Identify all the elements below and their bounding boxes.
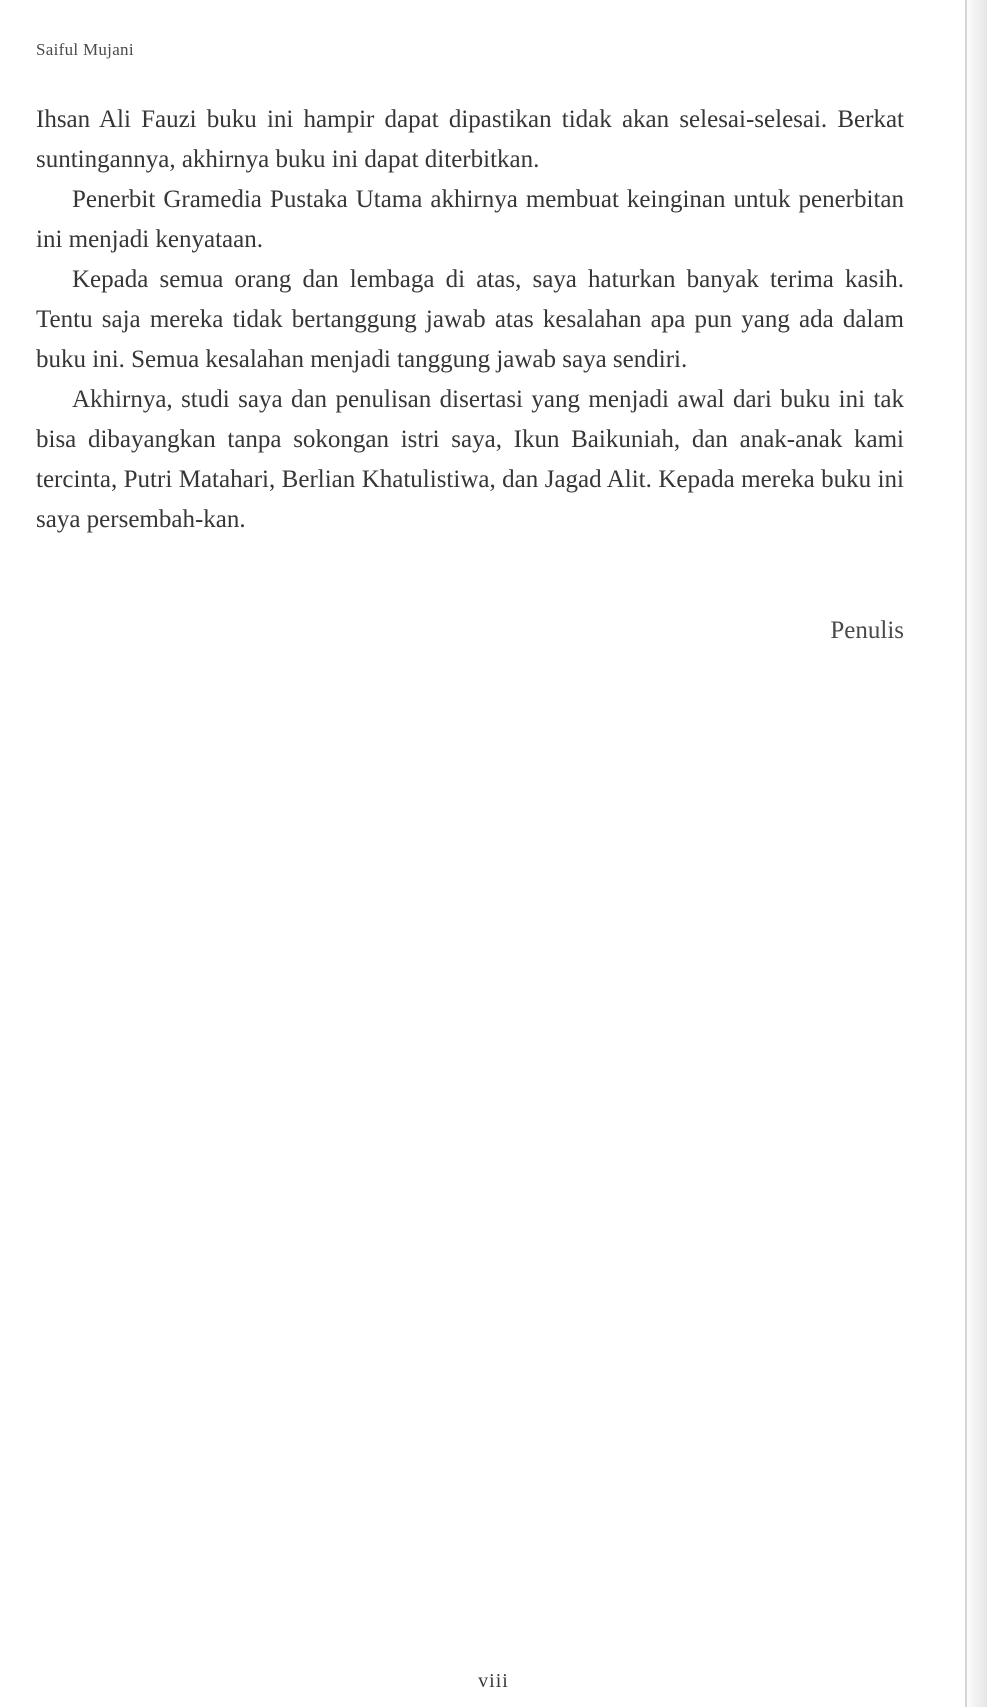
page-edge-shadow bbox=[965, 0, 987, 1707]
page-edge-line bbox=[965, 0, 967, 1707]
page-number: viii bbox=[478, 1670, 509, 1692]
paragraph-3: Kepada semua orang dan lembaga di atas, saya haturkan banyak terima kasih. Tentu saja mereka tidak bertanggung jawab atas kesalahan apa pun yang ada dalam buku ini. Semua kesalahan menjadi tanggung jawab saya sendiri. bbox=[36, 266, 904, 373]
paragraph-2: Penerbit Gramedia Pustaka Utama akhirnya membuat keinginan untuk penerbitan ini menjadi kenyataan. bbox=[36, 186, 904, 253]
paragraph-4: Akhirnya, studi saya dan penulisan disertasi yang menjadi awal dari buku ini tak bisa dibayangkan tanpa sokongan istri saya, Ikun Baikuniah, dan anak-anak kami tercinta, Putri Matahari, Berlian Khatulistiwa, dan Jagad Alit. Kepada mereka buku ini saya persembah-kan. bbox=[36, 386, 904, 533]
paragraph-1: Ihsan Ali Fauzi buku ini hampir dapat dipastikan tidak akan selesai-selesai. Berkat suntingannya, akhirnya buku ini dapat diterbitkan. bbox=[36, 106, 904, 173]
author-signature: Penulis bbox=[830, 617, 904, 644]
body-text bbox=[36, 100, 904, 540]
running-head: Saiful Mujani bbox=[36, 40, 134, 59]
